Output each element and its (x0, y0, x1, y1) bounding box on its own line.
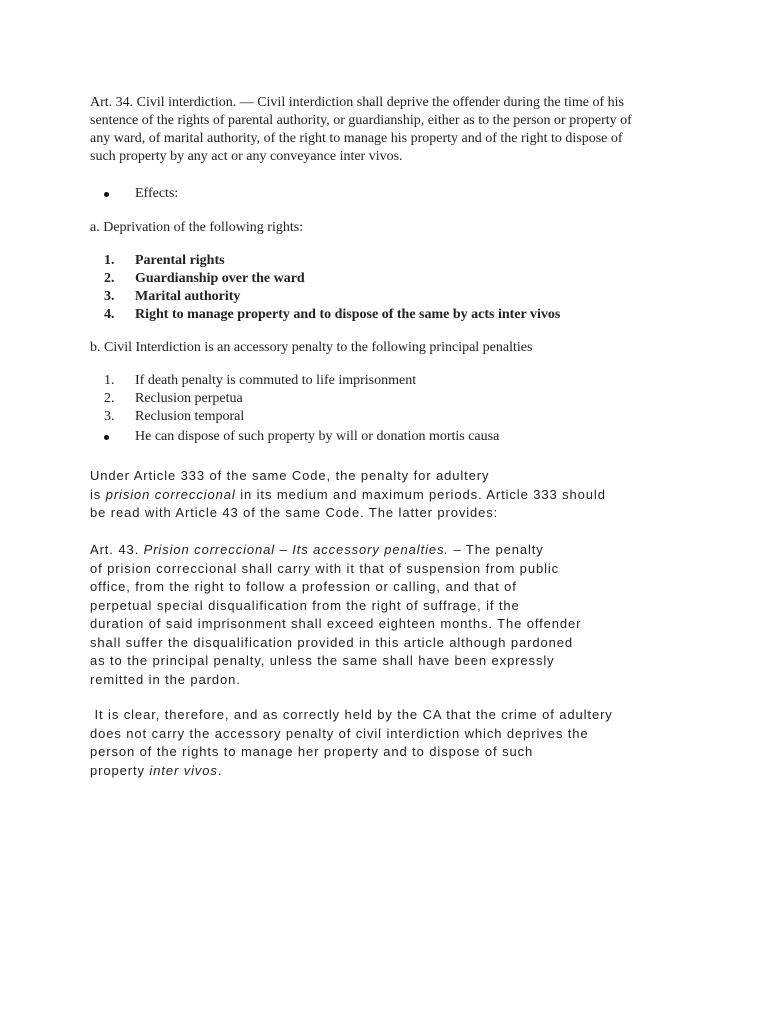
art34-line: any ward, of marital authority, of the right to manage his property and of the right to dispose of (90, 131, 623, 146)
conclusion-paragraph: It is clear, therefore, and as correctly held by the CA that the crime of adultery does not carry the accessory penalty of civil interdiction which deprives the person of the rights to manage her property and to dispose of such property inter vivos. (90, 707, 613, 778)
effects-label: Effects: (135, 186, 179, 201)
list-text: Guardianship over the ward (135, 271, 305, 286)
list-number: 1. (104, 373, 115, 388)
list-number: 2. (104, 271, 115, 286)
accessory-heading: b. Civil Interdiction is an accessory penalty to the following principal penalties (90, 340, 533, 355)
list-text: Marital authority (135, 289, 241, 304)
list-number: 4. (104, 307, 115, 322)
list-item (90, 270, 690, 288)
list-number: 2. (104, 391, 115, 406)
accessory-list (90, 372, 690, 446)
list-item (90, 428, 690, 446)
bullet-icon (90, 428, 135, 446)
list-item (90, 252, 690, 270)
list-text: If death penalty is commuted to life imprisonment (135, 373, 417, 388)
deprivation-list (90, 252, 690, 324)
list-number: 1. (104, 253, 115, 268)
art333-paragraph: Under Article 333 of the same Code, the penalty for adultery is prision correccional in its medium and maximum periods. Article 333 should be read with Article 43 of the same Code. The latter provides: (90, 468, 606, 520)
art34-line: sentence of the rights of parental authority, or guardianship, either as to the person or property of (90, 113, 632, 128)
list-item (90, 408, 690, 426)
list-item (90, 288, 690, 306)
art34-line: such property by any act or any conveyance inter vivos. (90, 149, 403, 164)
list-item (90, 390, 690, 408)
list-item (90, 372, 690, 390)
art34-paragraph (90, 94, 690, 166)
list-number: 3. (104, 289, 115, 304)
effects-bullet (90, 185, 690, 203)
list-text: Reclusion perpetua (135, 391, 243, 406)
list-number: 3. (104, 409, 115, 424)
list-item (90, 306, 690, 324)
list-text: Reclusion temporal (135, 409, 245, 424)
deprivation-heading: a. Deprivation of the following rights: (90, 220, 304, 235)
list-text: Parental rights (135, 253, 225, 268)
list-text: He can dispose of such property by will or donation mortis causa (135, 429, 500, 444)
bullet-icon (90, 185, 135, 203)
art34-line: Art. 34. Civil interdiction. — Civil interdiction shall deprive the offender during the time of his (90, 95, 624, 110)
art43-paragraph: Art. 43. Prision correccional – Its accessory penalties. – The penalty of prision correccional shall carry with it that of suspension from public office, from the right to follow a profession or calling, and that of perpetual special disqualification from the right of suffrage, if the duration of said imprisonment shall exceed eighteen months. The offender shall suffer the disqualification provided in this article although pardoned as to the principal penalty, unless the same shall have been expressly remitted in the pardon. (90, 542, 582, 687)
list-text: Right to manage property and to dispose of the same by acts inter vivos (135, 307, 561, 322)
